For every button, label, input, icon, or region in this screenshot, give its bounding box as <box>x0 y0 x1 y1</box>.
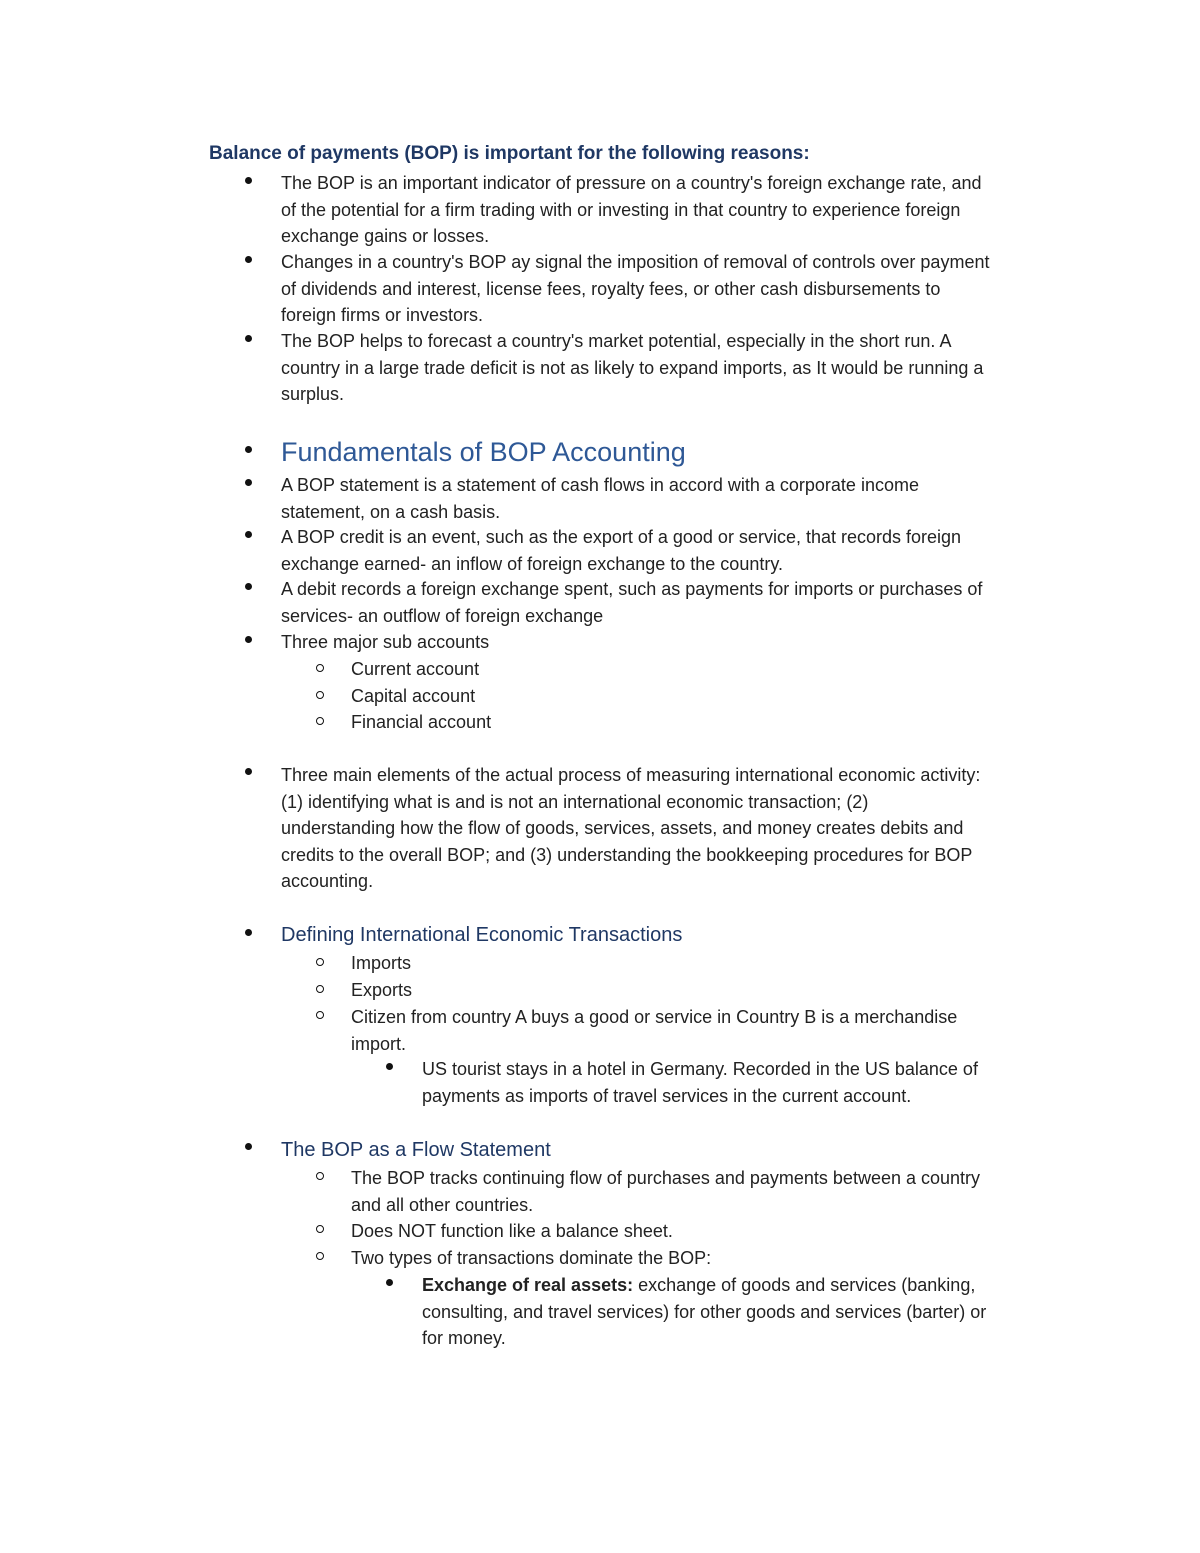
bullet-ring <box>316 1252 324 1260</box>
text-line: The BOP tracks continuing flow of purchases and payments between a country <box>351 1168 981 1188</box>
bullet-dot <box>245 479 252 486</box>
fundamentals-heading: Fundamentals of BOP Accounting <box>281 437 686 467</box>
reason-item <box>281 328 983 408</box>
defining-item: Imports <box>351 953 412 973</box>
sub-account-item: Capital account <box>351 686 476 706</box>
text-line <box>422 1272 986 1299</box>
sub-account-item: Financial account <box>351 712 492 732</box>
bullet-dot <box>245 335 252 342</box>
defining-heading: Defining International Economic Transactions <box>281 924 683 946</box>
text-line: consulting, and travel services) for other goods and services (barter) or <box>422 1301 987 1322</box>
fundamentals-item <box>281 576 982 629</box>
text-line: The BOP is an important indicator of pressure on a country's foreign exchange rate, and <box>281 173 982 193</box>
text-line: The BOP helps to forecast a country's market potential, especially in the short run. A <box>281 331 952 351</box>
text-line: Citizen from country A buys a good or service in Country B is a merchandise <box>351 1007 958 1027</box>
fundamentals-item <box>281 524 961 577</box>
flow-item <box>351 1165 980 1218</box>
defining-item: Exports <box>351 980 413 1000</box>
bullet-ring <box>316 664 324 672</box>
bullet-dot <box>245 929 252 936</box>
text-line: accounting. <box>281 871 374 891</box>
bullet-dot <box>386 1279 393 1286</box>
text-line: (1) identifying what is and is not an international economic transaction; (2) <box>281 791 869 812</box>
text-line: US tourist stays in a hotel in Germany. Recorded in the US balance of <box>422 1059 978 1079</box>
bullet-dot <box>245 446 252 453</box>
section-heading: Balance of payments (BOP) is important for the following reasons: <box>209 143 810 164</box>
bullet-dot <box>245 636 252 643</box>
flow-heading: The BOP as a Flow Statement <box>281 1139 551 1161</box>
bullet-dot <box>245 531 252 538</box>
bullet-ring <box>316 958 324 966</box>
bullet-dot <box>386 1063 393 1070</box>
text-line: credits to the overall BOP; and (3) understanding the bookkeeping procedures for BOP <box>281 844 973 865</box>
example-item <box>422 1056 978 1109</box>
bullet-dot <box>245 256 252 263</box>
fundamentals-item <box>281 472 919 525</box>
bullet-dot <box>245 1143 252 1150</box>
text-line: country in a large trade deficit is not as likely to expand imports, as It would be running a <box>281 357 984 378</box>
text-line: payments as imports of travel services in the current account. <box>422 1085 912 1106</box>
reason-item <box>281 249 989 329</box>
bullet-dot <box>245 583 252 590</box>
text-line: Three major sub accounts <box>281 632 490 652</box>
text-line: statement, on a cash basis. <box>281 501 501 522</box>
bullet-dot <box>245 177 252 184</box>
text-line: A debit records a foreign exchange spent, such as payments for imports or purchases of <box>281 579 983 599</box>
text-line: understanding how the flow of goods, services, assets, and money creates debits and <box>281 818 964 838</box>
bullet-ring <box>316 985 324 993</box>
text-line: import. <box>351 1033 407 1054</box>
exchange-term: Exchange of real assets: <box>422 1275 634 1295</box>
text-line: exchange gains or losses. <box>281 226 490 246</box>
text-line: A BOP credit is an event, such as the export of a good or service, that records foreign <box>281 527 962 547</box>
fundamentals-item <box>281 629 489 656</box>
exchange-item <box>422 1272 986 1352</box>
elements-paragraph <box>281 762 980 895</box>
bullet-ring <box>316 1011 324 1019</box>
text-line: and all other countries. <box>351 1194 534 1215</box>
text-line: exchange earned- an inflow of foreign exchange to the country. <box>281 553 783 574</box>
text-line: for money. <box>422 1328 506 1348</box>
bullet-ring <box>316 1225 324 1233</box>
bullet-ring <box>316 691 324 699</box>
text-line: foreign firms or investors. <box>281 305 484 325</box>
flow-item: Does NOT function like a balance sheet. <box>351 1221 673 1241</box>
bullet-ring <box>316 1172 324 1180</box>
flow-item: Two types of transactions dominate the BOP: <box>351 1248 712 1268</box>
text-line: surplus. <box>281 384 345 404</box>
text-line: Changes in a country's BOP ay signal the imposition of removal of controls over payment <box>281 252 990 272</box>
text-line: Three main elements of the actual process of measuring international economic activity: <box>281 765 981 785</box>
text-line: A BOP statement is a statement of cash flows in accord with a corporate income <box>281 475 919 495</box>
bullet-dot <box>245 768 252 775</box>
defining-item <box>351 1004 957 1057</box>
sub-account-item: Current account <box>351 659 480 679</box>
text-line: of dividends and interest, license fees, royalty fees, or other cash disbursements to <box>281 278 941 299</box>
text-line: services- an outflow of foreign exchange <box>281 605 604 626</box>
bullet-ring <box>316 717 324 725</box>
text-line: of the potential for a firm trading with or investing in that country to experience foreign <box>281 199 961 220</box>
reason-item <box>281 170 982 250</box>
exchange-definition: exchange of goods and services (banking, <box>633 1275 976 1295</box>
